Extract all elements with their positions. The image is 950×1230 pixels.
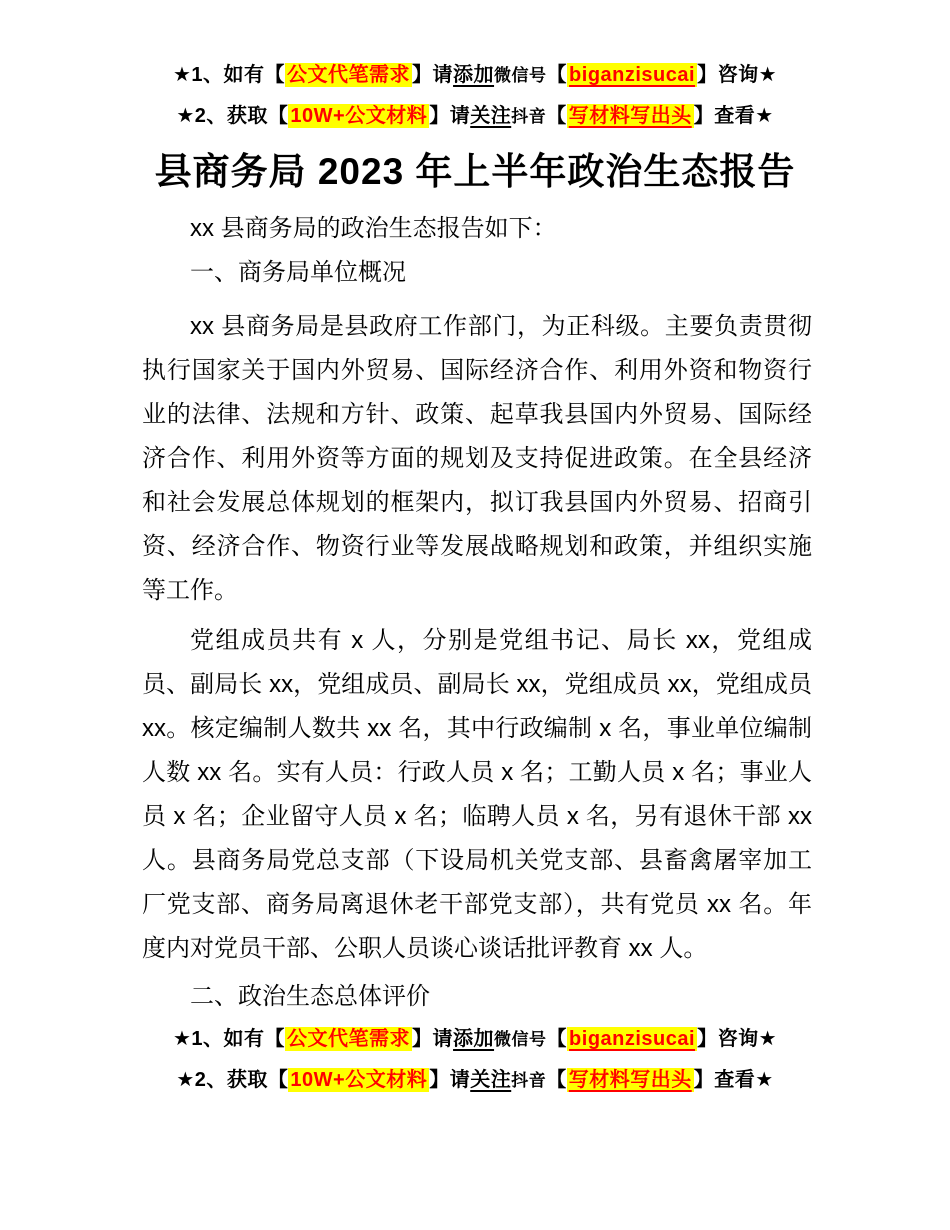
section1-paragraph-2: 党组成员共有 x 人，分别是党组书记、局长 xx，党组成员、副局长 xx，党组成员、副局长 xx，党组成员 xx，党组成员 xx。核定编制人数共 xx 名，其中行政编制 x 名，事业单位编制人数 xx 名。实有人员：行政人员 x 名；工勤人员 x 名；事业人员 x 名；企业留守人员 x 名；临聘人员 x 名，另有退休干部 xx 人。县商务局党总支部（下设局机关党支部、县畜禽屠宰加工厂党支部、商务局离退休老干部党支部），共有党员 xx 名。年度内对党员干部、公职人员谈心谈话批评教育 xx 人。 <box>142 627 812 962</box>
promo1-wechat-id: biganzisucai <box>569 1028 696 1050</box>
promo2-prefix: ★2、获取【 <box>176 105 289 127</box>
promo1-prefix: ★1、如有【 <box>172 1028 286 1050</box>
section-heading-2: 二、政治生态总体评价 <box>190 983 430 1010</box>
promo2-material-highlight: 10W+公文材料 <box>290 105 428 127</box>
document-content <box>0 207 950 1019</box>
promo2-follow-underline: 关注 <box>470 105 512 127</box>
intro-line: xx 县商务局的政治生态报告如下： <box>190 215 557 242</box>
promo1-suffix: 】咨询★ <box>697 64 778 86</box>
promo-line-1 <box>0 55 950 96</box>
promo1-service-highlight: 公文代笔需求 <box>287 64 411 86</box>
promo2-mid: 】请 <box>429 1069 471 1091</box>
section1-paragraph-1: xx 县商务局是县政府工作部门，为正科级。主要负责贯彻执行国家关于国内外贸易、国际经济合作、利用外资和物资行业的法律、法规和方针、政策、起草我县国内外贸易、国际经济合作、利用外资等方面的规划及支持促进政策。在全县经济和社会发展总体规划的框架内，拟订我县国内外贸易、招商引资、经济合作、物资行业等发展战略规划和政策，并组织实施等工作。 <box>142 313 812 604</box>
promo-line-2 <box>0 96 950 137</box>
promo1-service-highlight: 公文代笔需求 <box>287 1028 411 1050</box>
promo2-mid: 】请 <box>429 105 471 127</box>
promo1-wechat-id: biganzisucai <box>569 64 696 86</box>
promo1-wechat-label: 微信号 <box>494 1030 547 1049</box>
promo1-suffix: 】咨询★ <box>697 1028 778 1050</box>
section-heading-1: 一、商务局单位概况 <box>190 259 406 286</box>
promo1-add-underline: 添加 <box>453 64 495 86</box>
promo-banner-top <box>0 0 950 137</box>
promo2-douyin-id: 写材料写出头 <box>568 105 692 127</box>
promo2-prefix: ★2、获取【 <box>176 1069 289 1091</box>
promo2-douyin-label: 抖音 <box>511 1071 547 1090</box>
promo2-material-highlight: 10W+公文材料 <box>290 1069 428 1091</box>
promo1-bracket: 【 <box>546 64 568 86</box>
promo2-douyin-label: 抖音 <box>511 107 547 126</box>
promo2-bracket: 【 <box>546 1069 567 1091</box>
promo1-prefix: ★1、如有【 <box>172 64 286 86</box>
promo-line-1-bottom <box>0 1019 950 1060</box>
promo2-suffix: 】查看★ <box>693 105 774 127</box>
promo2-douyin-id: 写材料写出头 <box>568 1069 692 1091</box>
promo2-follow-underline: 关注 <box>470 1069 512 1091</box>
promo1-mid: 】请 <box>412 1028 454 1050</box>
promo-line-2-bottom <box>0 1060 950 1101</box>
promo1-mid: 】请 <box>412 64 454 86</box>
promo1-wechat-label: 微信号 <box>494 66 547 85</box>
promo-banner-bottom <box>0 1019 950 1101</box>
promo1-add-underline: 添加 <box>453 1028 495 1050</box>
document-title: 县商务局 2023 年上半年政治生态报告 <box>154 151 796 192</box>
promo2-suffix: 】查看★ <box>693 1069 774 1091</box>
promo2-bracket: 【 <box>546 105 567 127</box>
promo1-bracket: 【 <box>546 1028 568 1050</box>
